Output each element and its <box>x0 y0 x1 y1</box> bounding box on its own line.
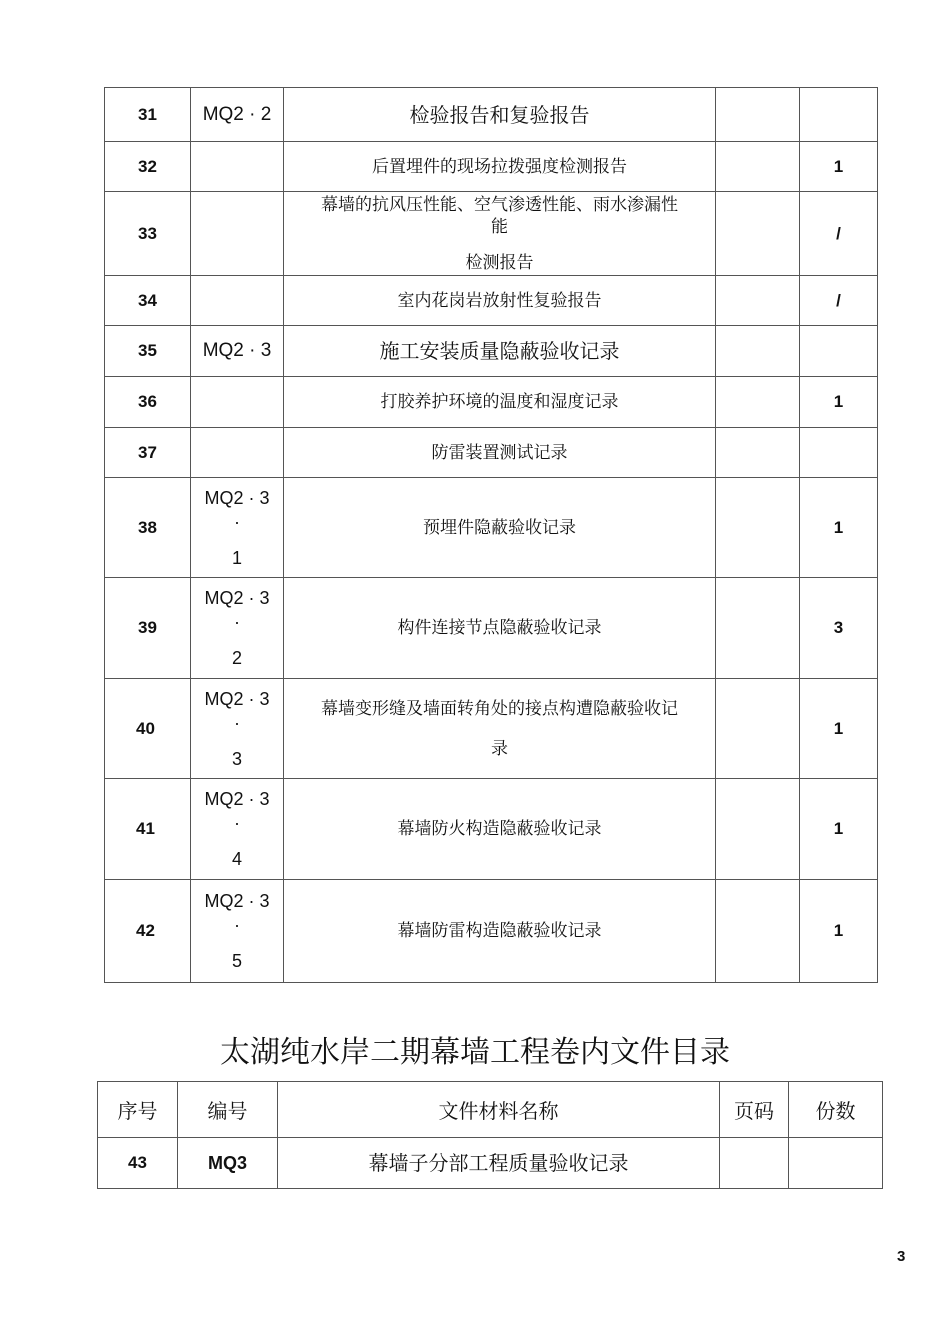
row-code: MQ2 · 3 <box>191 326 284 377</box>
row-name: 打胶养护环境的温度和湿度记录 <box>284 377 716 428</box>
row-code <box>191 578 284 679</box>
row-count: 1 <box>800 377 878 428</box>
row-code-line: · <box>234 813 240 833</box>
row-name-line: 录 <box>491 738 508 759</box>
row-code-line: MQ2 · 3 <box>204 789 270 809</box>
row-count <box>789 1138 883 1189</box>
row-number: 35 <box>105 326 191 377</box>
row-count <box>800 326 878 377</box>
row-name: 防雷装置测试记录 <box>284 428 716 478</box>
row-code <box>191 478 284 578</box>
row-name: 后置埋件的现场拉拨强度检测报告 <box>284 142 716 192</box>
row-code-line: · <box>234 915 240 935</box>
row-count: 1 <box>800 478 878 578</box>
table-header-row <box>98 1082 883 1138</box>
row-code-line: MQ2 · 3 <box>204 891 270 911</box>
table-row <box>105 88 878 142</box>
row-name: 幕墙防雷构造隐蔽验收记录 <box>284 880 716 983</box>
document-title: 太湖纯水岸二期幕墙工程卷内文件目录 <box>220 1035 730 1070</box>
row-code-line: 4 <box>231 849 242 869</box>
row-code <box>191 142 284 192</box>
header-count: 份数 <box>789 1082 883 1138</box>
row-page <box>716 192 800 276</box>
row-name-line: 幕墙的抗风压性能、空气渗透性能、雨水渗漏性 <box>321 194 678 215</box>
row-page <box>716 578 800 679</box>
row-name-line: 检测报告 <box>465 252 534 273</box>
row-code: MQ3 <box>178 1138 278 1189</box>
row-count: 1 <box>800 142 878 192</box>
row-code-line: 5 <box>231 951 242 971</box>
row-code <box>191 880 284 983</box>
table-row <box>105 880 878 983</box>
row-code-line: 2 <box>231 648 242 668</box>
row-code-line: 3 <box>231 748 242 769</box>
row-number: 43 <box>98 1138 178 1189</box>
row-count <box>800 428 878 478</box>
row-code <box>191 679 284 779</box>
row-name: 室内花岗岩放射性复验报告 <box>284 276 716 326</box>
row-page <box>716 478 800 578</box>
row-name: 预埋件隐蔽验收记录 <box>284 478 716 578</box>
row-name-line: 能 <box>491 216 508 237</box>
row-code <box>191 377 284 428</box>
row-name: 施工安装质量隐蔽验收记录 <box>284 326 716 377</box>
row-name: 检验报告和复验报告 <box>284 88 716 142</box>
row-number: 33 <box>105 192 191 276</box>
table-row <box>105 578 878 679</box>
row-page <box>716 276 800 326</box>
row-number: 41 <box>105 779 191 880</box>
row-count: 1 <box>800 679 878 779</box>
file-list-table-continued <box>104 87 878 983</box>
row-page <box>716 779 800 880</box>
row-number: 31 <box>105 88 191 142</box>
row-name <box>284 679 716 779</box>
header-page: 页码 <box>720 1082 789 1138</box>
row-count: 1 <box>800 779 878 880</box>
table-row <box>105 276 878 326</box>
header-name: 文件材料名称 <box>278 1082 720 1138</box>
row-number: 34 <box>105 276 191 326</box>
row-page <box>720 1138 789 1189</box>
row-code-line: 1 <box>231 547 242 568</box>
row-code <box>191 428 284 478</box>
row-code-line: MQ2 · 3 <box>204 688 270 709</box>
row-code-line: · <box>234 612 240 632</box>
row-number: 37 <box>105 428 191 478</box>
row-number: 36 <box>105 377 191 428</box>
table-row <box>105 326 878 377</box>
row-page <box>716 142 800 192</box>
table-row <box>105 779 878 880</box>
row-code: MQ2 · 2 <box>191 88 284 142</box>
row-name: 幕墙防火构造隐蔽验收记录 <box>284 779 716 880</box>
row-count: / <box>800 276 878 326</box>
row-number: 32 <box>105 142 191 192</box>
row-page <box>716 88 800 142</box>
row-name <box>284 192 716 276</box>
table-row <box>105 192 878 276</box>
table-row <box>105 478 878 578</box>
row-code <box>191 779 284 880</box>
table-row <box>105 142 878 192</box>
page-number: 3 <box>897 1248 906 1265</box>
row-page <box>716 880 800 983</box>
table-row <box>98 1138 883 1189</box>
row-code-line: · <box>234 511 240 532</box>
row-code-line: · <box>234 712 240 733</box>
row-page <box>716 679 800 779</box>
row-code-line: MQ2 · 3 <box>204 487 270 508</box>
row-number: 40 <box>105 679 191 779</box>
row-count: 3 <box>800 578 878 679</box>
file-list-table <box>97 1081 883 1189</box>
row-code-line: MQ2 · 3 <box>204 588 270 608</box>
table-row <box>105 428 878 478</box>
header-number: 序号 <box>98 1082 178 1138</box>
row-count: / <box>800 192 878 276</box>
row-number: 39 <box>105 578 191 679</box>
header-code: 编号 <box>178 1082 278 1138</box>
row-number: 42 <box>105 880 191 983</box>
row-name: 幕墙子分部工程质量验收记录 <box>278 1138 720 1189</box>
row-name-line: 幕墙变形缝及墙面转角处的接点构遭隐蔽验收记 <box>321 698 678 719</box>
row-number: 38 <box>105 478 191 578</box>
row-name: 构件连接节点隐蔽验收记录 <box>284 578 716 679</box>
row-code <box>191 276 284 326</box>
row-count: 1 <box>800 880 878 983</box>
row-page <box>716 428 800 478</box>
row-code <box>191 192 284 276</box>
row-page <box>716 377 800 428</box>
table-row <box>105 377 878 428</box>
table-row <box>105 679 878 779</box>
row-count <box>800 88 878 142</box>
row-page <box>716 326 800 377</box>
